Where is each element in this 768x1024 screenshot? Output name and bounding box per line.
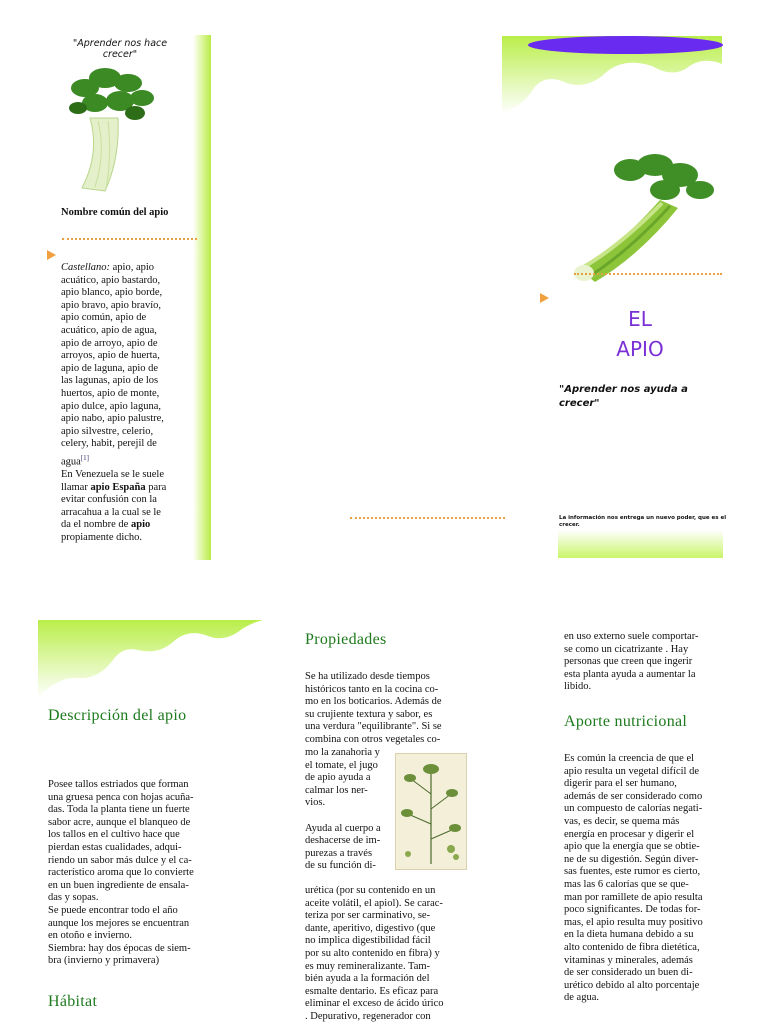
text-segment: apio [130,519,151,531]
text-line: aceite volátil, el apiol). Se carac- [305,897,443,909]
text-segment: propiamente dicho. [61,531,143,543]
cover-title-line2: APIO [616,337,664,361]
text-line: una verdura "equilibrante". Si se [305,721,442,733]
text-line: dante, aperitivo, digestivo (que [305,922,436,934]
text-segment: apio nabo, apio palustre, [61,413,164,425]
text-line: apio que la energía que se obtie- [564,841,700,853]
text-line: Es común la creencia de que el [564,753,695,764]
text-line: Se ha utilizado desde tiempos [305,671,430,682]
text-line [61,438,196,451]
text-line: esmalte dentario. Es eficaz para [305,985,439,997]
text-segment: apio silvestre, celerio, [61,425,154,437]
text-segment: apio común, apio de [61,312,147,324]
text-segment: apio, apio [110,262,155,273]
text-line: combina con otros vegetales co- [305,733,441,745]
descripcion-heading: Descripción del apio [48,707,187,724]
text-line: energía en procesar y digerir el [564,828,695,840]
text-segment: apio de laguna, apio de [61,362,159,374]
text-segment: evitar confusión con la [61,494,157,506]
text-line: el tomate, el jugo [305,759,378,771]
text-line [61,388,196,401]
text-line: . Depurativo, regenerador con [305,1010,431,1022]
footnote-link[interactable]: [1] [80,453,89,462]
text-line: vas, es decir, se quema más [564,815,680,827]
text-line: riendo un sabor más dulce y el ca- [48,854,192,866]
text-line [61,482,196,495]
text-segment: para [145,481,167,493]
text-line: das. Toda la planta tiene un fuerte [48,804,190,816]
text-line: en otoño e invierno. [48,930,132,942]
text-line [61,426,196,439]
text-line: urética (por su contenido en un [305,885,436,896]
text-line: ne de su digestión. Según diver- [564,853,699,865]
text-line [61,519,196,532]
text-segment: da el nombre de [61,519,131,531]
text-line: esta planta ayuda a aumentar la [564,668,696,680]
text-line: sas fuentes, este rumor es cierto, [564,866,701,878]
text-line: alto contenido de fibra dietética, [564,941,700,953]
text-line: se como un cicatrizante . Hay [564,643,689,655]
text-line: eliminar el exceso de ácido úrico [305,998,444,1010]
cover-footer: La información nos entrega un nuevo poder, que es el crecer. [559,515,727,528]
panel1-arrow-icon [47,250,56,260]
text-segment: apio bravo, apio bravío, [61,299,162,311]
text-segment: apio de arroyo, apio de [61,337,158,349]
text-line: pierdan estas cualidades, adqui- [48,841,182,853]
text-line: apio resulta un vegetal difícil de [564,765,699,777]
text-line [305,810,400,823]
text-segment: llamar [61,481,91,493]
cover-ellipse [528,36,723,54]
aporte-heading: Aporte nutricional [564,713,688,730]
text-segment: En Venezuela se le suele [61,469,165,480]
text-segment: apio blanco, apio borde, [61,287,163,299]
text-segment: arracahua a la cual se le [61,506,161,518]
panel1-motto: "Aprender nos hace crecer" [72,38,168,60]
text-line [61,413,196,426]
text-line: en uso externo suele comportar- [564,631,699,642]
cover-bottom-band [558,530,723,558]
text-line [61,401,196,414]
celery-image-large [560,150,720,285]
text-segment: apio dulce, apio laguna, [61,400,162,412]
text-line: bra (invierno y primavera) [48,955,160,967]
propiedades-heading: Propiedades [305,631,387,648]
panel1-dotted-line [62,238,197,240]
cover-motto: "Aprender nos ayuda a crecer" [559,384,688,409]
text-line: vios. [305,797,326,809]
text-segment: acuático, apio bastardo, [61,274,161,286]
text-line: un compuesto de calorías negati- [564,803,703,815]
panel1-body [61,262,196,545]
text-segment: celery, habit, perejil de [61,438,157,450]
middle-dotted-line [350,517,505,519]
text-line: calmar los ner- [305,784,368,796]
text-line: mo en los boticarios. Además de [305,696,442,708]
aporte-body [564,753,734,1005]
text-line: sabor acre, aunque el blanqueo de [48,816,191,828]
aporte-intro [564,631,729,694]
text-line: aunque los mejores se encuentran [48,917,190,929]
text-line: los tallos en el cultivo hace que [48,829,180,841]
text-line: es muy remineralizante. Tam- [305,960,431,972]
text-line: mas las 6 calorías que se que- [564,878,689,890]
text-line: Se puede encontrar todo el año [48,904,178,916]
text-line: bién ayuda a la formación del [305,973,430,985]
text-line: man por ramillete de apio resulta [564,891,703,903]
text-line: digerir para el ser humano, [564,778,677,790]
text-line: urético debido al alto porcentaje [564,979,700,991]
text-line: en la dieta humana debido a su [564,929,694,941]
propiedades-body-bottom [305,885,465,1024]
habitat-heading: Hábitat [48,993,98,1010]
text-line [61,375,196,388]
text-segment: arroyos, apio de huerta, [61,350,160,362]
text-line: de su función di- [305,860,376,872]
celery-image-small [60,63,160,193]
text-line: además de ser considerado como [564,790,703,802]
text-line [61,262,196,275]
text-line: de apio ayuda a [305,772,371,784]
text-line: deshacerse de im- [305,835,381,847]
text-line: una gruesa penca con hojas acuña- [48,791,194,803]
descripcion-body [48,779,228,968]
text-line: Siembra: hay dos épocas de siem- [48,942,191,954]
text-line: históricos tanto en la cocina co- [305,683,439,695]
text-segment: las lagunas, apio de los [61,375,159,387]
propiedades-body-side [305,747,400,873]
botanical-illustration [395,753,467,870]
text-line [61,363,196,376]
text-line [61,338,196,351]
text-line [61,507,196,520]
text-line: no implica digestibilidad fácil [305,935,431,947]
text-line: mas, el apio resulta muy positivo [564,916,703,928]
text-line: vitaminas y minerales, además [564,954,693,966]
text-line: en un buen ingrediente de ensala- [48,879,189,891]
text-segment: huertos, apio de monte, [61,387,160,399]
text-line [61,300,196,313]
text-line [61,287,196,300]
panel1-heading: Nombre común del apio [61,207,169,218]
text-line: de agua. [564,992,599,1004]
text-line [61,275,196,288]
text-line [61,325,196,338]
cover-title-line1: EL [628,307,652,331]
text-line: mo la zanahoria y [305,747,380,758]
text-line [61,469,196,482]
text-line [61,451,196,469]
text-line: por su alto contenido en fibra) y [305,947,440,959]
text-line: personas que creen que ingerir [564,656,693,668]
text-line: das y sopas. [48,892,99,904]
text-segment: Castellano: [61,262,110,273]
text-line [61,350,196,363]
text-line [61,312,196,325]
text-line: poco significantes. De todas for- [564,904,701,916]
text-line: de ser considerado un buen di- [564,967,693,979]
text-line: racterístico aroma que lo convierte [48,867,194,879]
text-line: libido. [564,681,592,693]
propiedades-body-top [305,671,465,747]
text-line: Posee tallos estriados que forman [48,779,189,790]
text-line [61,494,196,507]
cover-arrow-icon [540,293,549,303]
text-line: su crujiente textura y sabor, es [305,708,433,720]
cover-dotted-line [574,273,722,275]
text-segment: acuático, apio de agua, [61,324,157,336]
text-line: teriza por ser carminativo, se- [305,910,431,922]
text-segment: apio España [90,481,146,493]
text-segment: agua [61,456,81,468]
text-line: purezas a través [305,847,373,859]
text-line: Ayuda al cuerpo a [305,822,381,834]
bottom-left-wave [38,620,263,700]
text-line [61,532,196,545]
